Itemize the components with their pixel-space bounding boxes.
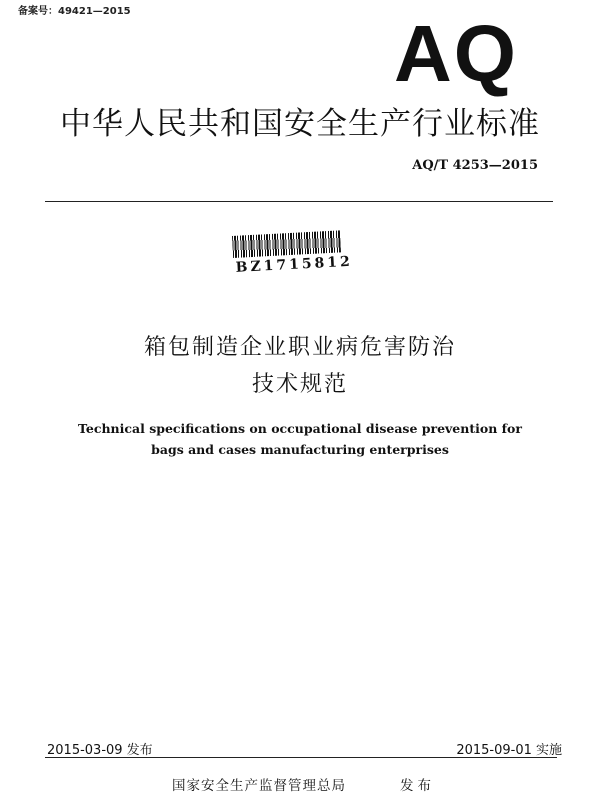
barcode-code: BZ1715812 <box>235 253 354 276</box>
english-title-line2: bags and cases manufacturing enterprises <box>151 442 449 457</box>
barcode-label <box>232 230 354 282</box>
english-title-line1: Technical specifications on occupational disease prevention for <box>78 421 522 436</box>
record-number: 备案号：49421—2015 <box>18 6 131 17</box>
issue-date: 2015-03-09 发布 <box>47 743 153 758</box>
chinese-title-line1: 箱包制造企业职业病危害防治 <box>143 335 456 360</box>
aq-logo: AQ <box>394 9 518 98</box>
barcode-icon <box>232 230 341 258</box>
issuing-authority: 国家安全生产监督管理总局 <box>172 778 346 794</box>
footer-divider <box>45 757 557 758</box>
header-divider <box>45 201 553 202</box>
chinese-title-line2: 技术规范 <box>251 372 348 397</box>
industry-standard-title: 中华人民共和国安全生产行业标准 <box>60 106 540 142</box>
implementation-date: 2015-09-01 实施 <box>456 743 562 758</box>
issue-verb: 发布 <box>400 778 435 794</box>
standard-number: AQ/T 4253—2015 <box>412 158 538 173</box>
